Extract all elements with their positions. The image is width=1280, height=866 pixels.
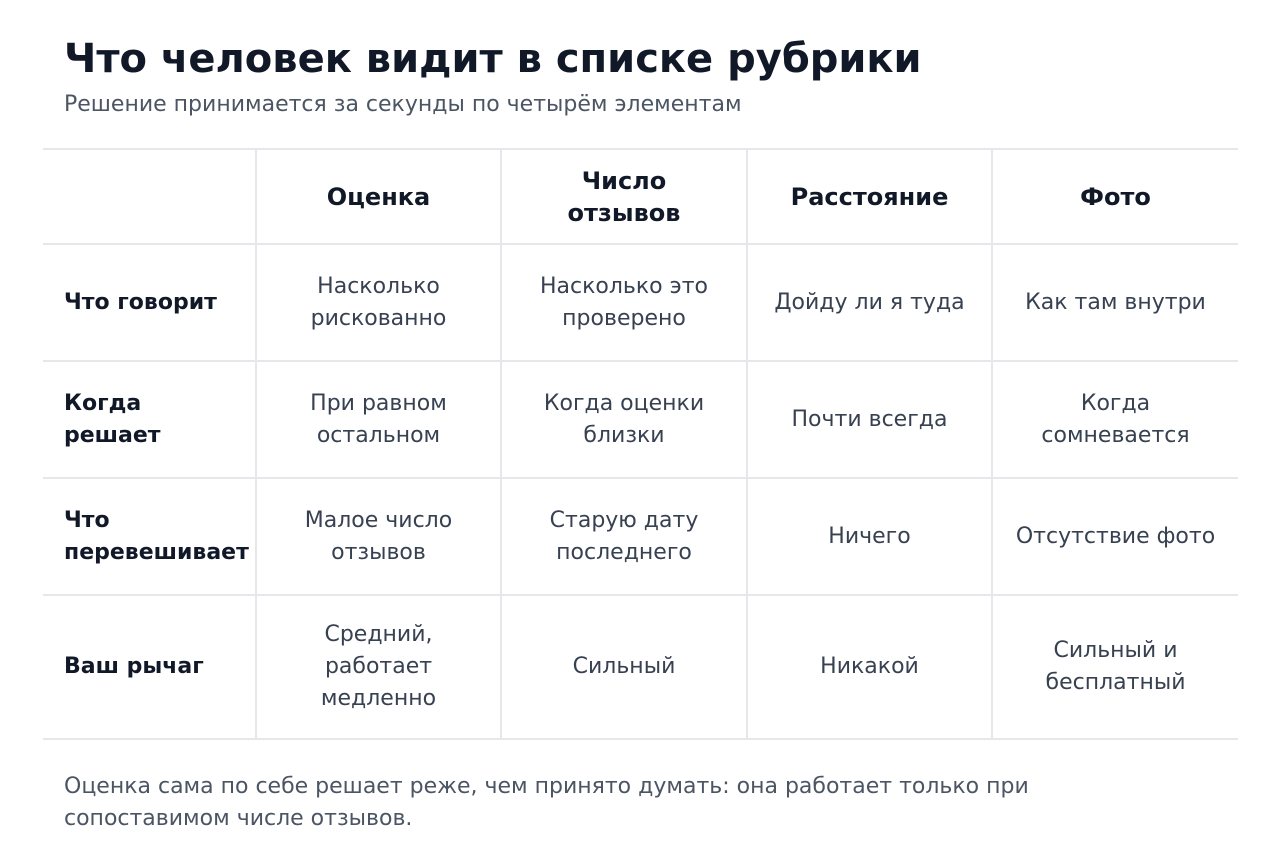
table-cell: Ничего [747, 478, 992, 595]
table-row [43, 478, 1238, 595]
table-cell: Сильный [501, 595, 747, 739]
column-header-rating: Оценка [256, 149, 501, 244]
table-cell: Когда оценки близки [501, 361, 747, 478]
row-label [43, 478, 256, 595]
table-corner-cell [43, 149, 256, 244]
table-row [43, 244, 1238, 361]
table-cell: Малое число отзывов [256, 478, 501, 595]
table-cell: Насколько рискованно [256, 244, 501, 361]
footnote: Оценка сама по себе решает реже, чем принято думать: она работает только при сопоставимом числе отзывов. [64, 774, 1029, 831]
row-label: Ваш рычаг [43, 595, 256, 739]
page-subtitle: Решение принимается за секунды по четырём элементам [64, 92, 742, 117]
table-cell: Насколько это проверено [501, 244, 747, 361]
table-cell: Как там внутри [992, 244, 1238, 361]
table-row [43, 361, 1238, 478]
table-cell: Сильный и бесплатный [992, 595, 1238, 739]
column-header-review-count: Число отзывов [501, 149, 747, 244]
row-label-text: Что перевешивает [64, 507, 249, 565]
table-cell: При равном остальном [256, 361, 501, 478]
comparison-table [43, 148, 1238, 740]
column-header-photo: Фото [992, 149, 1238, 244]
table-cell: Средний, работает медленно [256, 595, 501, 739]
page-title: Что человек видит в списке рубрики [64, 36, 922, 82]
table-cell: Дойду ли я туда [747, 244, 992, 361]
table-cell: Почти всегда [747, 361, 992, 478]
row-label: Что говорит [43, 244, 256, 361]
table-header-row [43, 149, 1238, 244]
row-label: Когда решает [43, 361, 256, 478]
table-row [43, 595, 1238, 739]
table-cell: Никакой [747, 595, 992, 739]
table-cell: Старую дату последнего [501, 478, 747, 595]
table-cell: Отсутствие фото [992, 478, 1238, 595]
table-cell: Когда сомневается [992, 361, 1238, 478]
column-header-distance: Расстояние [747, 149, 992, 244]
